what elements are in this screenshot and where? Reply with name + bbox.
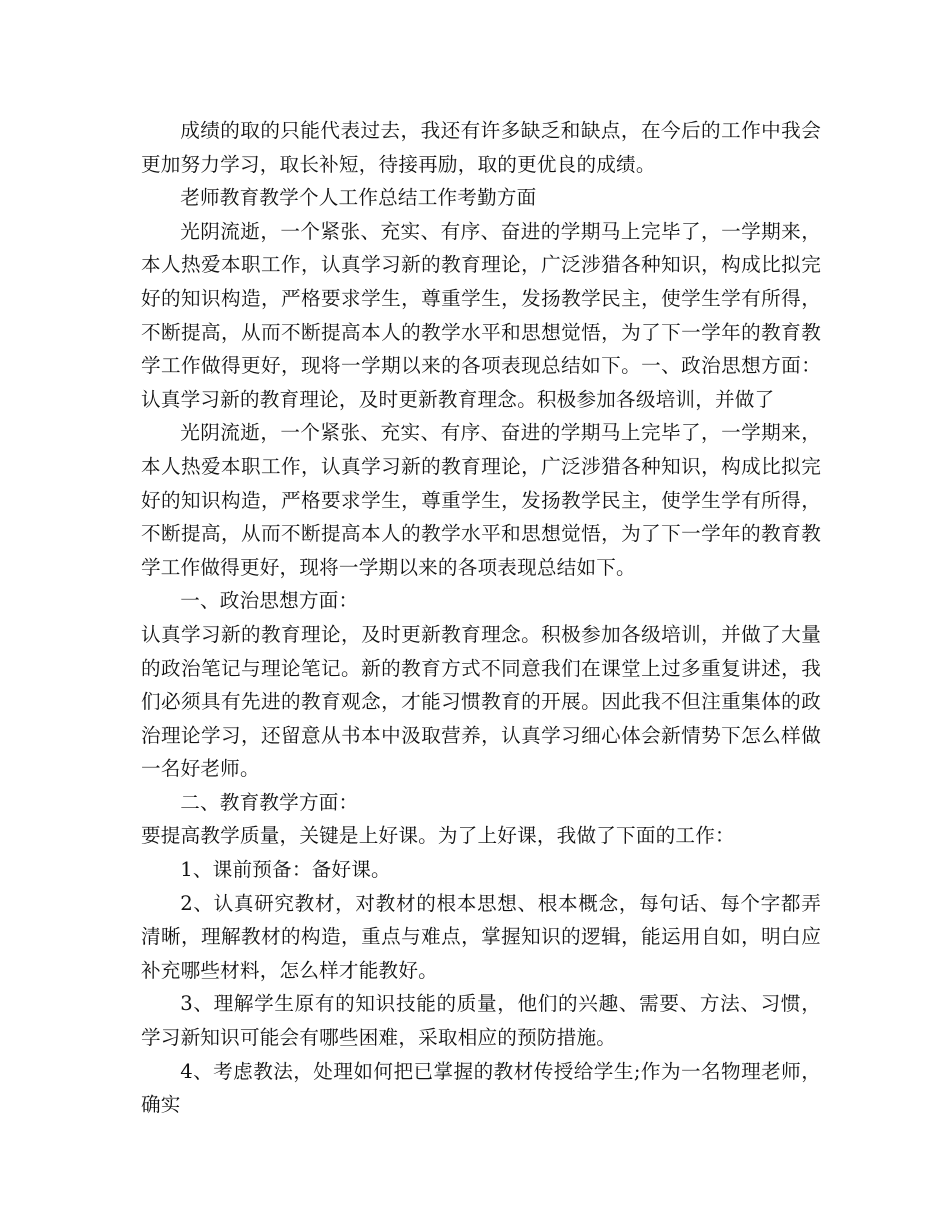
paragraph-heading-attendance: 老师教育教学个人工作总结工作考勤方面 (180, 186, 537, 210)
paragraph-teaching-intro: 要提高教学质量，关键是上好课。为了上好课，我做了下面的工作： (141, 824, 735, 848)
paragraph-achievement: 成绩的取的只能代表过去，我还有许多缺乏和缺点，在今后的工作中我会更加努力学习，取长补短，待接再励，取的更优良的成绩。 (141, 119, 821, 176)
list-item-4: 4、考虑教法，处理如何把已掌握的教材传授给学生;作为一名物理老师，确实 (141, 1059, 821, 1117)
paragraph-intro-2: 光阴流逝，一个紧张、充实、有序、奋进的学期马上完毕了，一学期来，本人热爱本职工作，认真学习新的教育理论，广泛涉猎各种知识，构成比拟完好的知识构造，严格要求学生，尊重学生，发扬教学民主，使学生学有所得，不断提高，从而不断提高本人的教学水平和思想觉悟，为了下一学年的教育教学工作做得更好，现将一学期以来的各项表现总结如下。 (141, 421, 821, 579)
section-heading-political: 一、政治思想方面： (180, 589, 359, 613)
paragraph-political: 认真学习新的教育理论，及时更新教育理念。积极参加各级培训，并做了大量的政治笔记与理论笔记。新的教育方式不同意我们在课堂上过多重复讲述，我们必须具有先进的教育观念，才能习惯教育的开展。因此我不但注重集体的政治理论学习，还留意从书本中汲取营养，认真学习细心体会新情势下怎么样做一名好老师。 (141, 622, 821, 781)
list-item-1: 1、课前预备：备好课。 (180, 858, 391, 882)
section-heading-teaching: 二、教育教学方面： (180, 790, 359, 814)
list-item-2: 2、认真研究教材，对教材的根本思想、根本概念，每句话、每个字都弄清晰，理解教材的构造，重点与难点，掌握知识的逻辑，能运用自如，明白应补充哪些材料，怎么样才能教好。 (141, 891, 821, 982)
document-body (141, 114, 821, 1122)
list-item-3: 3、理解学生原有的知识技能的质量，他们的兴趣、需要、方法、习惯，学习新知识可能会有哪些困难，采取相应的预防措施。 (141, 992, 821, 1050)
paragraph-intro-1: 光阴流逝，一个紧张、充实、有序、奋进的学期马上完毕了，一学期来，本人热爱本职工作，认真学习新的教育理论，广泛涉猎各种知识，构成比拟完好的知识构造，严格要求学生，尊重学生，发扬教学民主，使学生学有所得，不断提高，从而不断提高本人的教学水平和思想觉悟，为了下一学年的教育教学工作做得更好，现将一学期以来的各项表现总结如下。一、政治思想方面：认真学习新的教育理论，及时更新教育理念。积极参加各级培训，并做了 (141, 219, 821, 411)
